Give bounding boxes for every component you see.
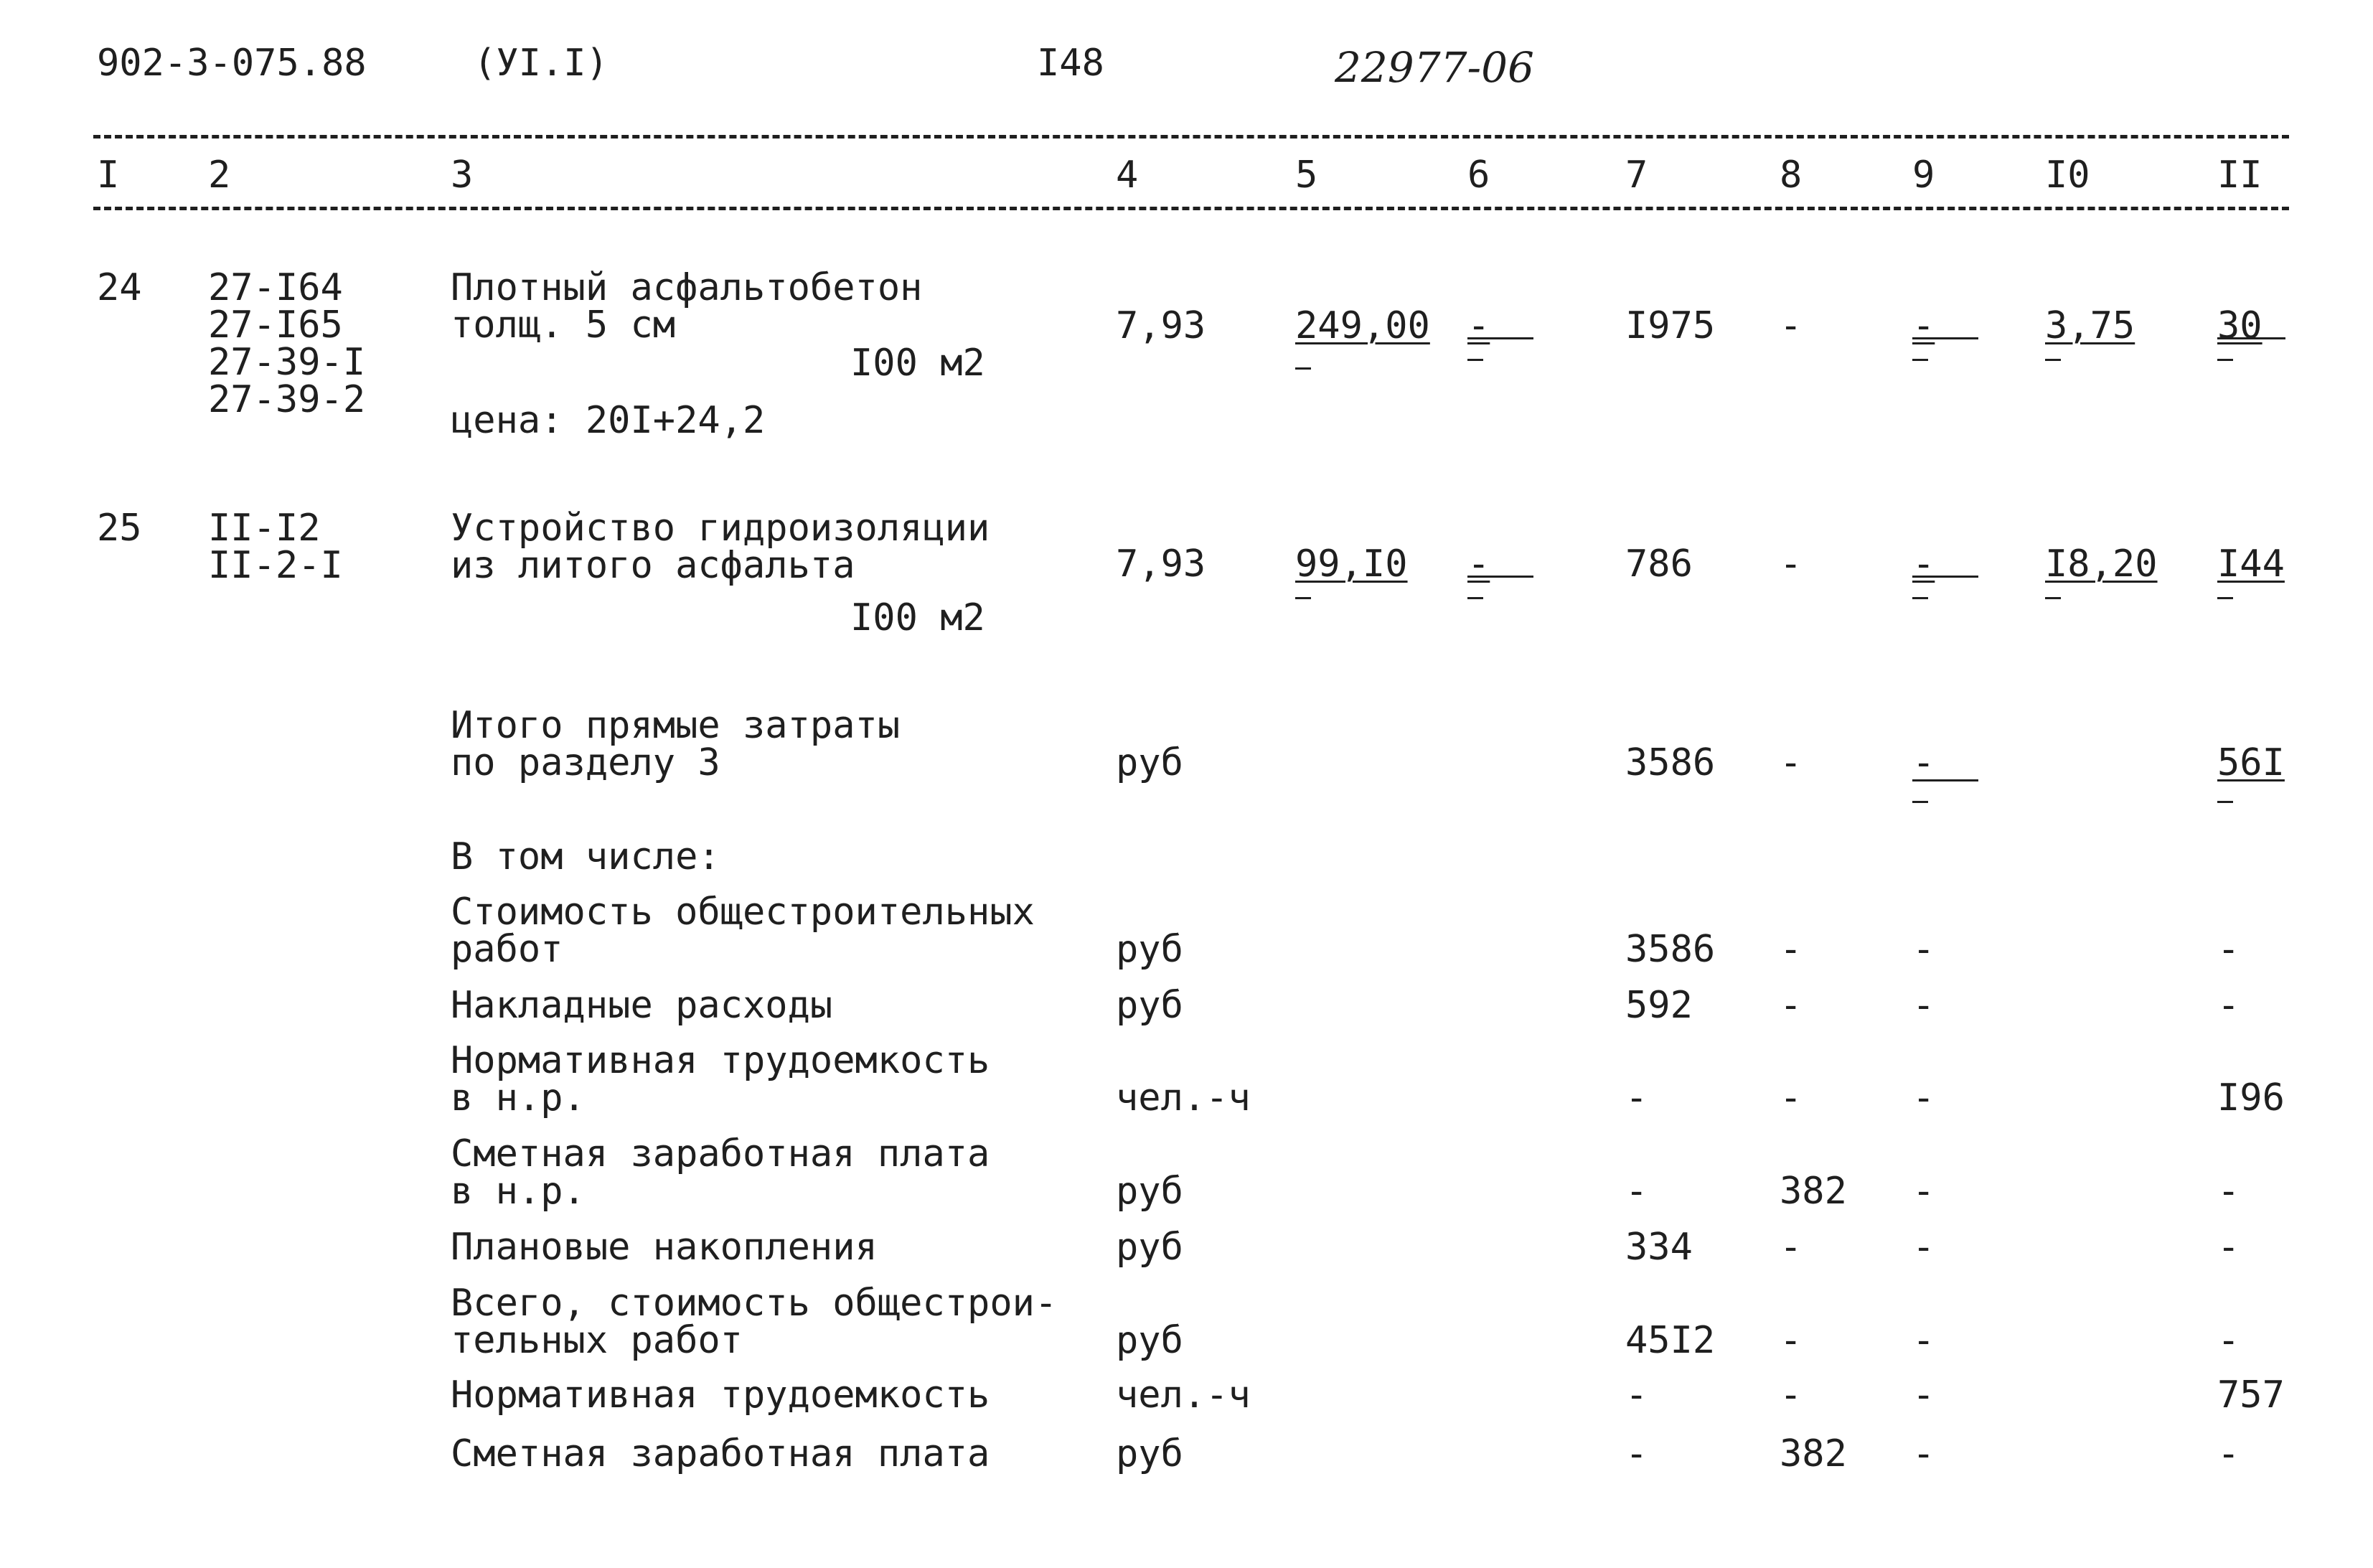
header-top-rule [93,135,2289,139]
item-col9: - [1912,984,1935,1027]
item-col8: - [1780,1374,1803,1417]
item-col7: - [1625,1374,1648,1417]
item-col11: - [2217,928,2240,971]
header-bottom-rule [93,207,2289,210]
item-col8: 382 [1780,1432,1847,1475]
handwritten-number: 22977-06 [1335,43,1534,92]
item-label: в н.р. [451,1076,586,1119]
row-24-col6-sub-dash [1467,359,1483,361]
item-col11: - [2217,1226,2240,1269]
item-col9: - [1912,1170,1935,1213]
row-25-col9: - [1912,543,1935,586]
totals-col9-sub-dash [1912,801,1928,803]
row-25-col11: I44 [2217,543,2285,586]
row-25-col11-sub-dash [2217,597,2233,599]
item-col8: - [1780,1226,1803,1269]
item-label: тельных работ [451,1319,743,1362]
item-col7: - [1625,1432,1648,1475]
row-24-col5-sub-dash [1295,367,1311,370]
totals-label: Итого прямые затраты [451,704,901,747]
item-col11: 757 [2217,1374,2285,1417]
item-col9: - [1912,1319,1935,1362]
item-unit: руб [1116,984,1183,1027]
row-24-col6-underline [1467,337,1533,339]
col-header-8: 8 [1780,154,1803,197]
item-label: Накладные расходы [451,984,833,1027]
row-24-col10: 3,75 [2045,304,2135,347]
row-25-col5: 99,I0 [1295,543,1408,586]
item-col11: - [2217,984,2240,1027]
row-25-description: Устройство гидроизоляции [451,507,990,550]
row-24-code: 27-39-I [208,341,366,384]
row-24-col11-sub-dash [2217,359,2233,361]
row-25-col10-sub-dash [2045,597,2061,599]
item-col7: 334 [1625,1226,1693,1269]
including-label: В том числе: [451,835,720,878]
item-unit: руб [1116,1226,1183,1269]
item-unit: чел.-ч [1116,1076,1251,1119]
row-24-number: 24 [97,266,142,309]
col-header-5: 5 [1295,154,1318,197]
row-25-col10: I8,20 [2045,543,2158,586]
row-25-col6-underline [1467,576,1533,578]
item-label: работ [451,928,563,971]
col-header-4: 4 [1116,154,1139,197]
item-col7: 45I2 [1625,1319,1716,1362]
item-label: Сметная заработная плата [451,1132,990,1175]
item-col7: - [1625,1170,1648,1213]
row-24-col6: - [1467,304,1490,347]
row-24-col11-underline [2217,337,2285,339]
doc-code: 902-3-075.88 [97,42,367,85]
row-25-code: II-I2 [208,507,321,550]
row-24-col9-sub-dash [1912,359,1928,361]
item-unit: руб [1116,928,1183,971]
row-25-quantity: 7,93 [1116,543,1206,586]
row-24-col7: I975 [1625,304,1716,347]
totals-col7: 3586 [1625,741,1716,784]
row-24-code: 27-I65 [208,304,343,347]
totals-col9-underline [1912,779,1978,781]
row-25-unit: I00 м2 [850,596,985,639]
item-col8: - [1780,1319,1803,1362]
col-header-11: II [2217,154,2262,197]
item-col8: - [1780,1076,1803,1119]
row-24-col5: 249,00 [1295,304,1430,347]
row-24-col9-underline [1912,337,1978,339]
item-label: Всего, стоимость общестрои- [451,1282,1058,1325]
col-header-1: I [97,154,120,197]
row-24-code: 27-39-2 [208,378,366,421]
row-25-number: 25 [97,507,142,550]
row-24-col9: - [1912,304,1935,347]
item-col8: - [1780,984,1803,1027]
item-col11: - [2217,1170,2240,1213]
row-24-code: 27-I64 [208,266,343,309]
item-col8: - [1780,928,1803,971]
item-col9: - [1912,928,1935,971]
col-header-3: 3 [451,154,474,197]
totals-unit: руб [1116,741,1183,784]
row-24-quantity: 7,93 [1116,304,1206,347]
item-label: Плановые накопления [451,1226,878,1269]
row-25-code: II-2-I [208,544,343,587]
col-header-10: I0 [2045,154,2090,197]
col-header-2: 2 [208,154,231,197]
item-unit: чел.-ч [1116,1374,1251,1417]
row-24-col11: 30 [2217,304,2262,347]
item-unit: руб [1116,1170,1183,1213]
row-24-col8: - [1780,304,1803,347]
totals-col8: - [1780,741,1803,784]
item-col11: - [2217,1319,2240,1362]
item-col11: I96 [2217,1076,2285,1119]
row-24-description: толщ. 5 см [451,304,676,347]
row-25-col9-underline [1912,576,1978,578]
row-25-col7: 786 [1625,543,1693,586]
item-label: Нормативная трудоемкость [451,1039,990,1082]
item-col9: - [1912,1226,1935,1269]
totals-col11: 56I [2217,741,2285,784]
totals-label: по разделу 3 [451,741,720,784]
item-col7: 3586 [1625,928,1716,971]
col-header-9: 9 [1912,154,1935,197]
item-label: в н.р. [451,1170,586,1213]
item-unit: руб [1116,1432,1183,1475]
col-header-7: 7 [1625,154,1648,197]
item-col9: - [1912,1076,1935,1119]
page-number: I48 [1037,42,1104,85]
row-25-col5-sub-dash [1295,597,1311,599]
item-col7: - [1625,1076,1648,1119]
row-24-unit: I00 м2 [850,342,985,385]
item-col9: - [1912,1374,1935,1417]
totals-col9: - [1912,741,1935,784]
row-24-col10-sub-dash [2045,359,2061,361]
row-25-col6: - [1467,543,1490,586]
item-unit: руб [1116,1319,1183,1362]
row-25-col6-sub-dash [1467,597,1483,599]
row-25-description: из литого асфальта [451,544,855,587]
item-col7: 592 [1625,984,1693,1027]
row-25-col8: - [1780,543,1803,586]
item-label: Стоимость общестроительных [451,891,1035,934]
row-24-description: Плотный асфальтобетон [451,266,923,309]
section-label: (УI.I) [474,42,608,85]
item-col9: - [1912,1432,1935,1475]
item-label: Сметная заработная плата [451,1432,990,1475]
item-col11: - [2217,1432,2240,1475]
row-25-col9-sub-dash [1912,597,1928,599]
item-label: Нормативная трудоемкость [451,1374,990,1417]
col-header-6: 6 [1467,154,1490,197]
totals-col11-sub-dash [2217,801,2233,803]
item-col8: 382 [1780,1170,1847,1213]
row-24-price-note: цена: 20I+24,2 [451,399,766,442]
